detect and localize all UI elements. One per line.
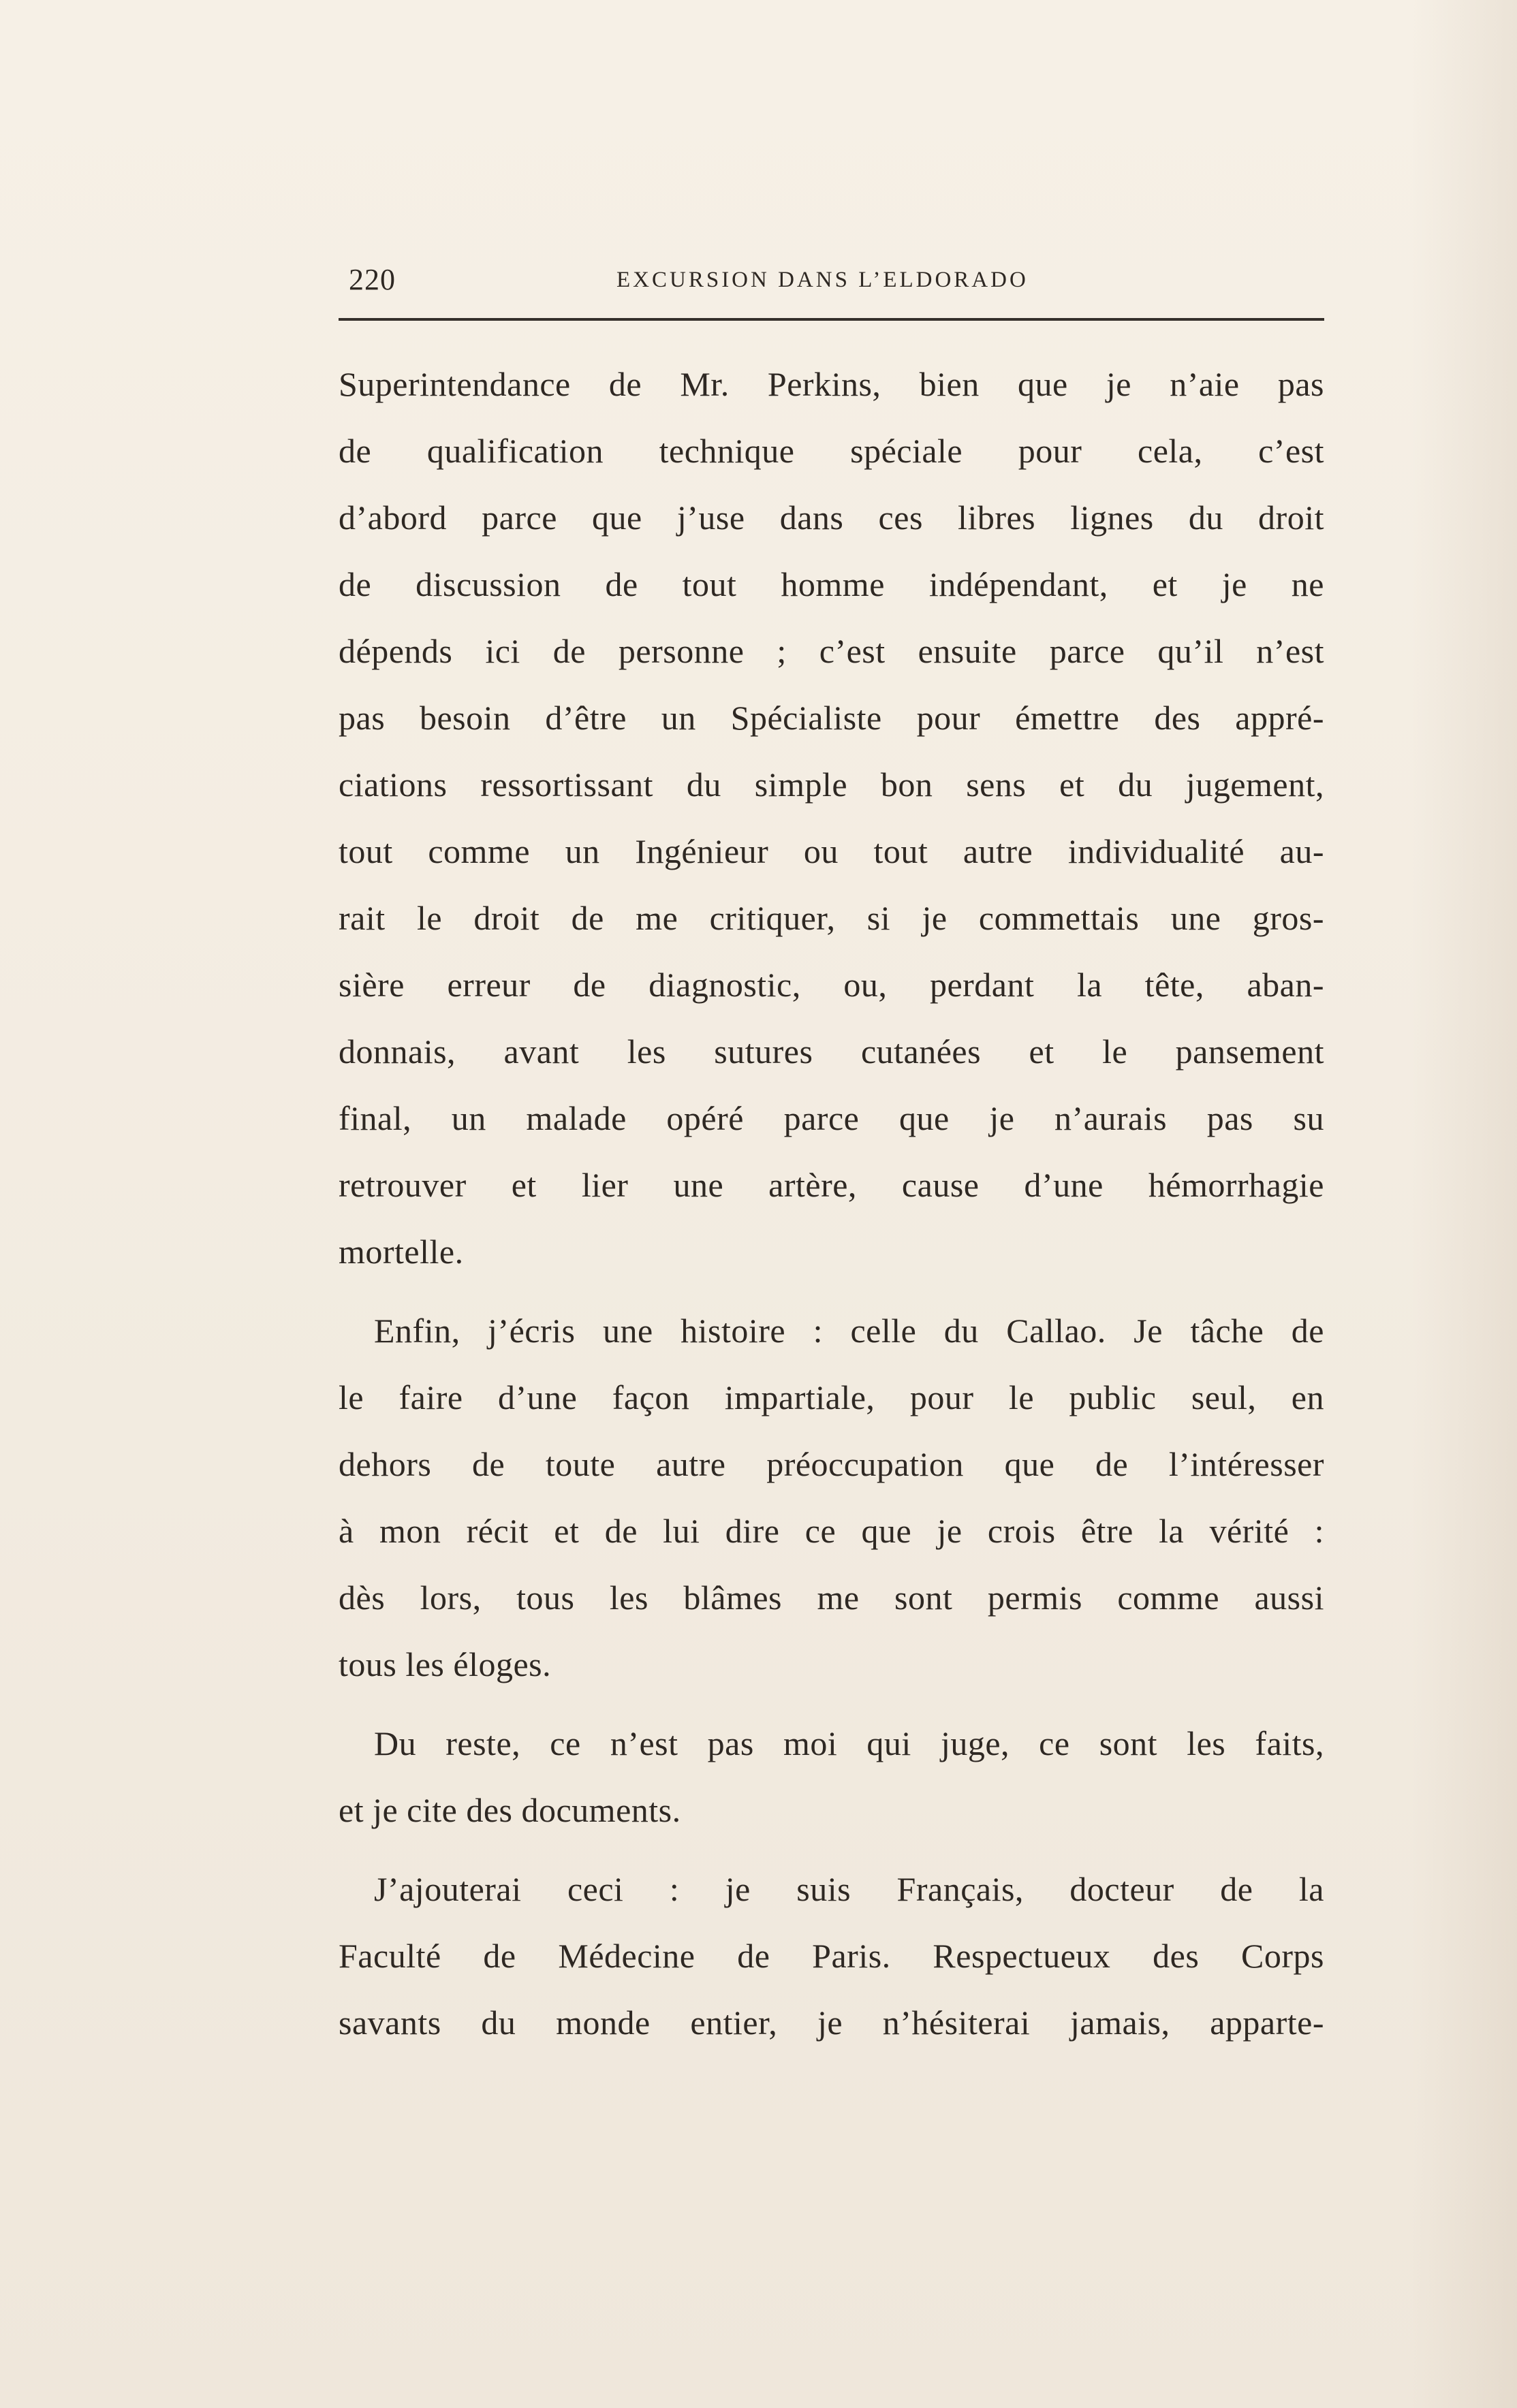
- text-line: de qualification technique spéciale pour cela, c’est: [339, 432, 1324, 470]
- page-number: 220: [349, 263, 396, 296]
- text-line: sière erreur de diagnostic, ou, perdant la tête, aban-: [339, 966, 1324, 1004]
- text-line: Superintendance de Mr. Perkins, bien que je n’aie pas: [339, 365, 1324, 403]
- text-line: ciations ressortissant du simple bon sens et du jugement,: [339, 765, 1324, 804]
- text-line: J’ajouterai ceci : je suis Français, docteur de la: [374, 1870, 1324, 1908]
- text-line: Du reste, ce n’est pas moi qui juge, ce sont les faits,: [374, 1724, 1324, 1762]
- text-line: et je cite des documents.: [339, 1791, 681, 1829]
- text-line: savants du monde entier, je n’hésiterai jamais, apparte-: [339, 2003, 1324, 2042]
- text-line: dépends ici de personne ; c’est ensuite parce qu’il n’est: [339, 632, 1324, 670]
- running-title: EXCURSION DANS L’ELDORADO: [616, 268, 1029, 292]
- text-line: tout comme un Ingénieur ou tout autre individualité au-: [339, 832, 1324, 870]
- text-line: mortelle.: [339, 1233, 464, 1271]
- paragraph: [339, 1710, 1324, 1843]
- text-line: le faire d’une façon impartiale, pour le public seul, en: [339, 1378, 1324, 1416]
- text-line: pas besoin d’être un Spécialiste pour émettre des appré-: [339, 699, 1324, 737]
- text-line: dehors de toute autre préoccupation que de l’intéresser: [339, 1445, 1324, 1483]
- paragraph: [339, 351, 1324, 1285]
- text-line: donnais, avant les sutures cutanées et le pansement: [339, 1032, 1324, 1071]
- body-text: [339, 351, 1324, 2056]
- text-line: final, un malade opéré parce que je n’aurais pas su: [339, 1099, 1324, 1137]
- text-line: Faculté de Médecine de Paris. Respectueux des Corps: [339, 1937, 1324, 1975]
- paragraph: [339, 1297, 1324, 1698]
- text-line: d’abord parce que j’use dans ces libres lignes du droit: [339, 498, 1324, 537]
- text-line: Enfin, j’écris une histoire : celle du Callao. Je tâche de: [374, 1312, 1324, 1350]
- header-rule: [339, 318, 1324, 321]
- running-head: [337, 262, 1325, 303]
- text-line: rait le droit de me critiquer, si je commettais une gros-: [339, 899, 1324, 937]
- paragraph: [339, 1856, 1324, 2056]
- text-line: de discussion de tout homme indépendant, et je ne: [339, 565, 1324, 603]
- text-line: dès lors, tous les blâmes me sont permis comme aussi: [339, 1579, 1324, 1617]
- text-line: retrouver et lier une artère, cause d’une hémorrhagie: [339, 1166, 1324, 1204]
- text-line: tous les éloges.: [339, 1645, 552, 1683]
- text-line: à mon récit et de lui dire ce que je crois être la vérité :: [339, 1512, 1324, 1550]
